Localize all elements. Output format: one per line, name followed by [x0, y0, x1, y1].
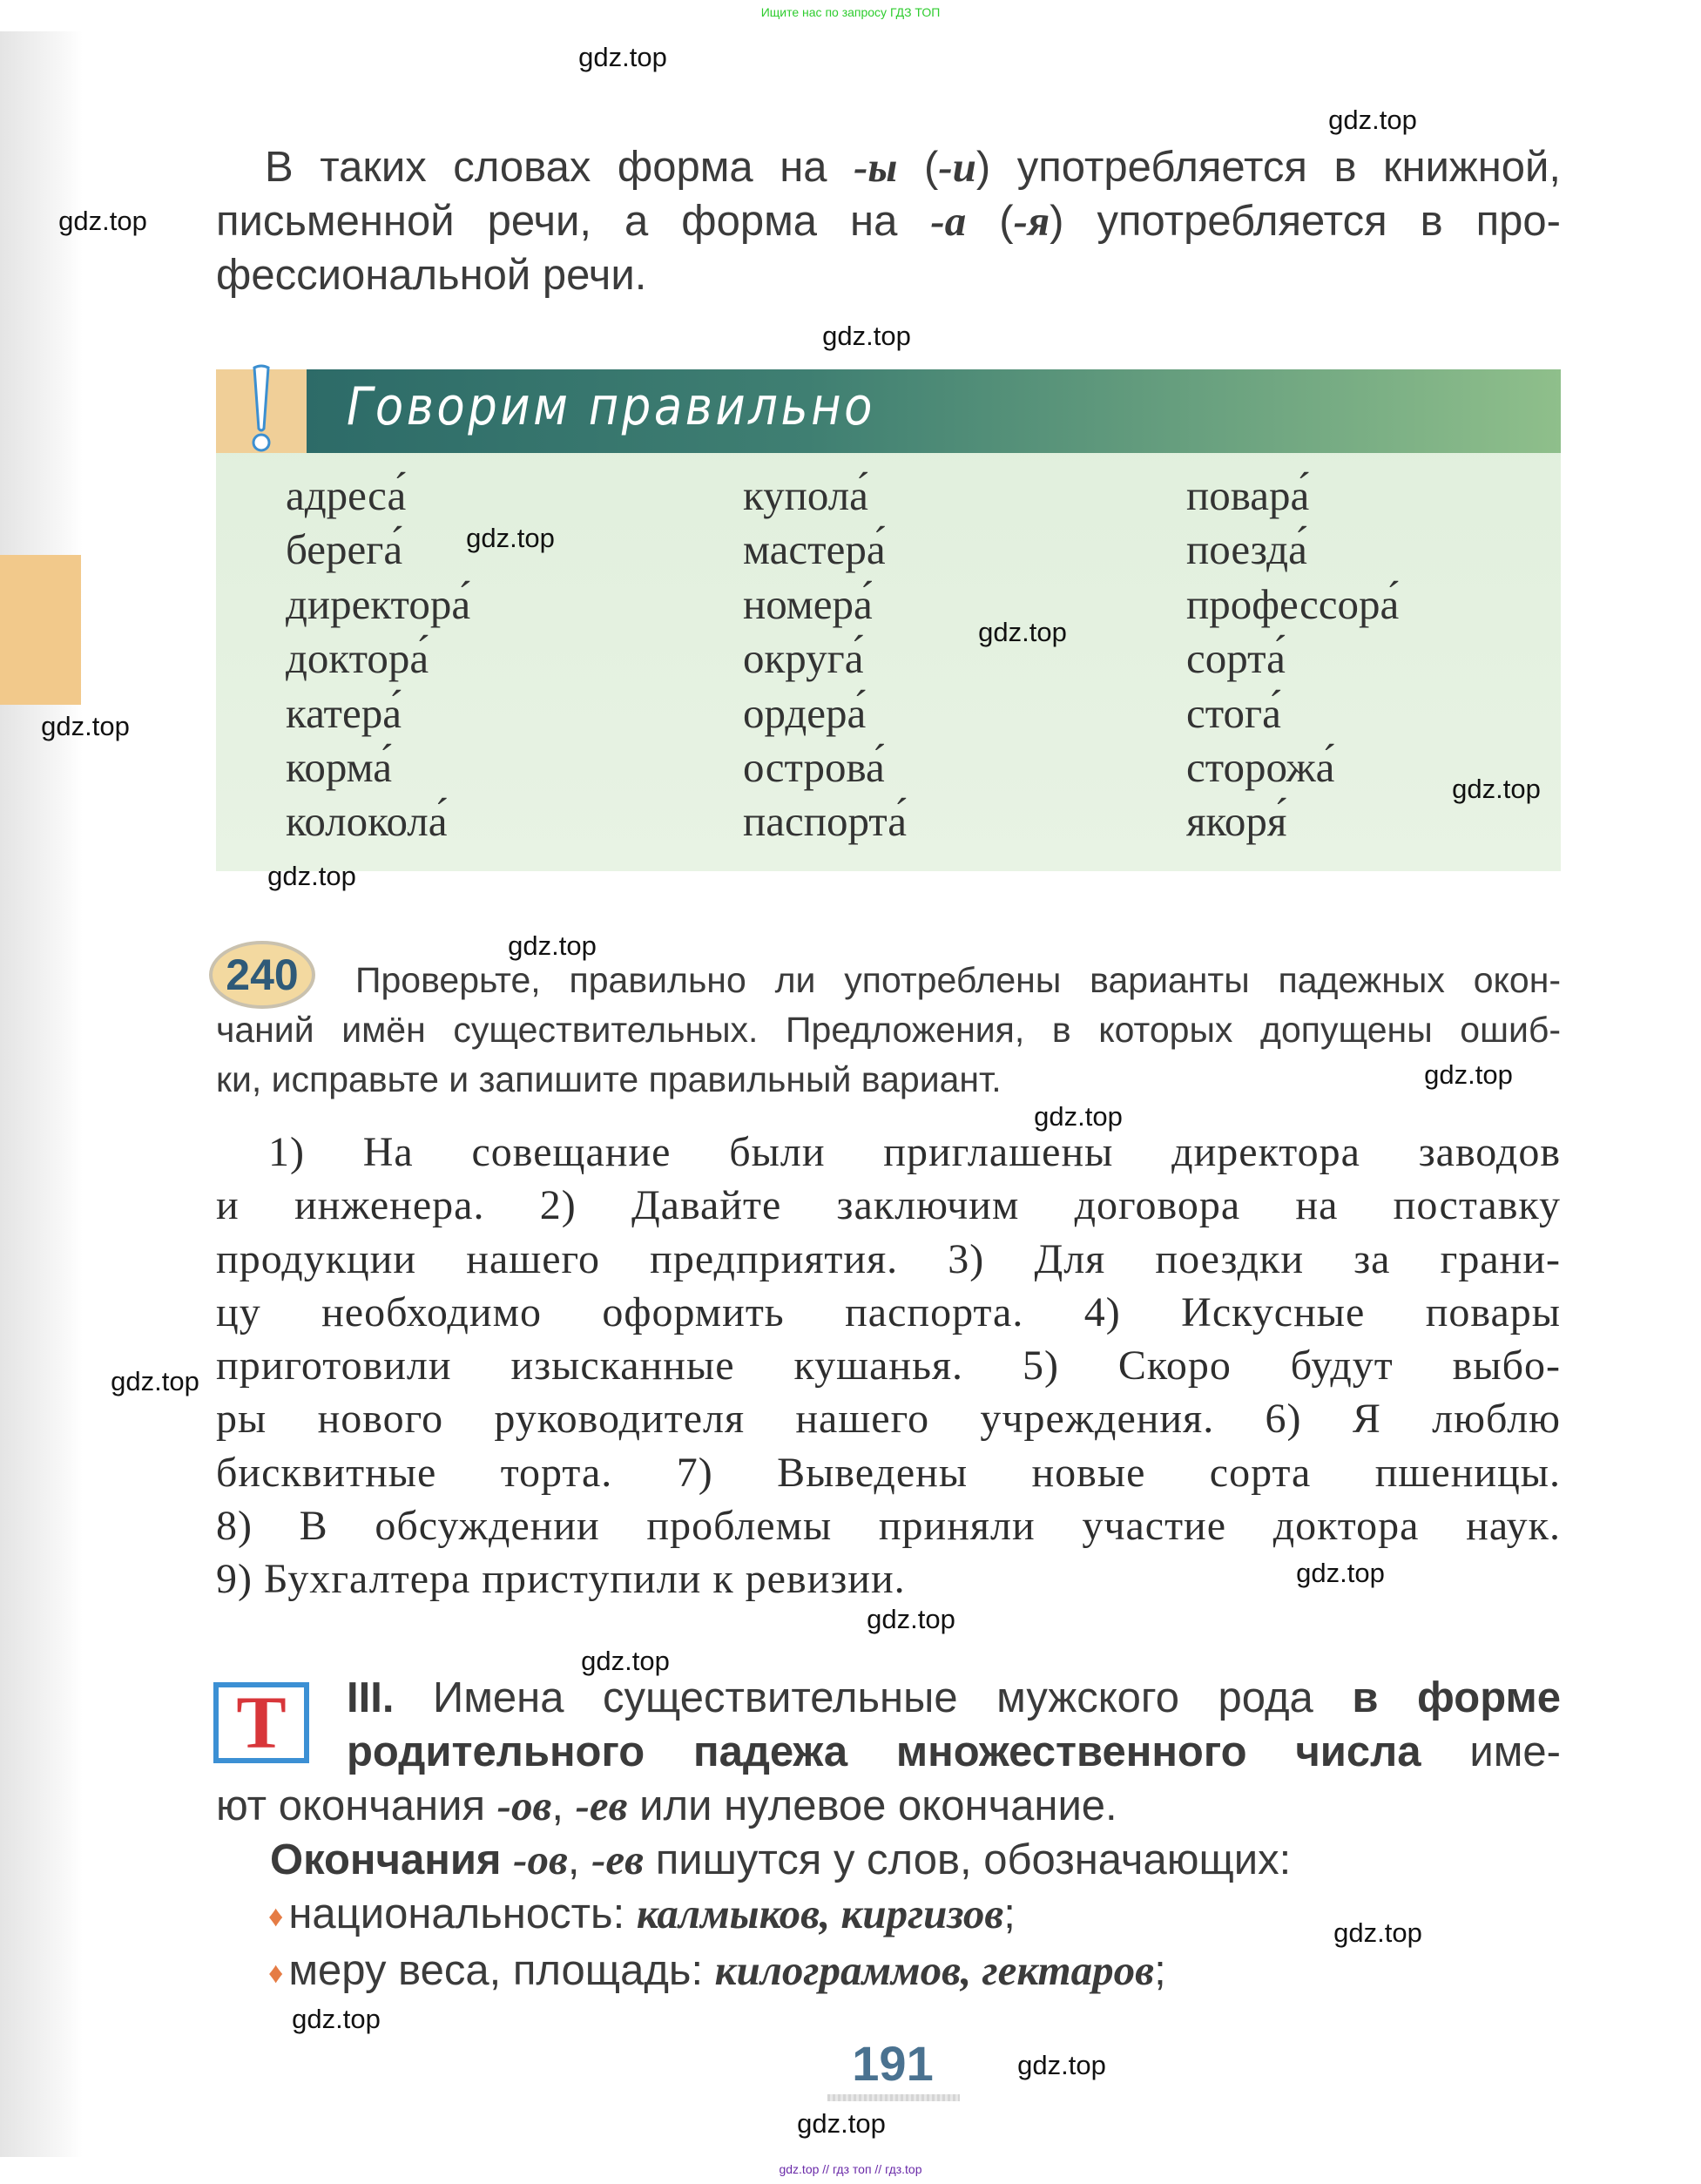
- text: Имена существительные мужского рода: [394, 1674, 1353, 1721]
- watermark: gdz.top: [867, 1604, 955, 1634]
- exercise-line: 9) Бухгалтера приступили к ревизии.: [216, 1556, 906, 1603]
- watermark: gdz.top: [1333, 1917, 1422, 1948]
- ending: -а: [930, 197, 967, 245]
- word-item: колокола́: [286, 797, 448, 846]
- theory-line: [216, 1671, 1561, 1725]
- watermark: gdz.top: [581, 1646, 670, 1676]
- word-item: купола́: [743, 471, 868, 519]
- word-item: катера́: [286, 688, 402, 737]
- exercise-number-badge: 240: [209, 941, 315, 1009]
- word-item: сорта́: [1186, 634, 1286, 683]
- word-item: корма́: [286, 743, 392, 791]
- exclamation-icon: [246, 364, 277, 455]
- word-item: повара́: [1186, 471, 1310, 519]
- word-item: ордера́: [743, 688, 867, 737]
- exercise-line: продукции нашего предприятия. 3) Для поездки за грани-: [216, 1235, 1561, 1282]
- text: ;: [1154, 1947, 1166, 1995]
- word-item: поезда́: [1186, 525, 1307, 574]
- bold-text: родительного падежа множественного числа: [347, 1728, 1421, 1775]
- word-item: паспорта́: [743, 797, 908, 846]
- bullet-item: [216, 1944, 1561, 2000]
- text: или нулевое окончание.: [627, 1782, 1117, 1829]
- text: меру веса, площадь:: [288, 1947, 715, 1995]
- text: пишутся у слов, обозначающих:: [644, 1836, 1292, 1883]
- exercise-text: [216, 1126, 1561, 1606]
- ending: -ов: [513, 1836, 568, 1883]
- page-number-underline: [827, 2094, 960, 2101]
- word-item: острова́: [743, 743, 885, 791]
- intro-line: [216, 194, 1561, 248]
- box-title: Говорим правильно: [347, 376, 875, 437]
- exercise-line: цу необходимо оформить паспорта. 4) Искусные повары: [216, 1288, 1561, 1335]
- section-numeral: III.: [347, 1674, 395, 1721]
- exercise-line: 8) В обсуждении проблемы приняли участие доктора наук.: [216, 1503, 1561, 1550]
- exercise-line: 1) На совещание были приглашены директора заводов: [268, 1129, 1561, 1175]
- text: (: [966, 198, 1014, 245]
- diamond-bullet-icon: ♦: [268, 1957, 284, 1991]
- ending: -ов: [496, 1782, 552, 1829]
- text: ,: [551, 1782, 576, 1829]
- task-line: Проверьте, правильно ли употреблены варианты падежных окон-: [355, 960, 1561, 1000]
- word-item: номера́: [743, 579, 873, 628]
- text: ;: [1003, 1890, 1016, 1937]
- word-item: директора́: [286, 579, 471, 628]
- theory-line: [216, 1833, 1561, 1887]
- text: письменной речи, а форма на: [216, 198, 931, 245]
- ending: -и: [938, 143, 976, 191]
- text: ) употребляется в книжной,: [975, 144, 1561, 191]
- text: национальность:: [288, 1890, 637, 1937]
- watermark: gdz.top: [58, 206, 147, 236]
- word-item: берега́: [286, 525, 403, 574]
- intro-paragraph: [216, 140, 1561, 302]
- examples: килограммов, гектаров: [714, 1946, 1155, 1995]
- exercise-line: и инженера. 2) Давайте заключим договора на поставку: [216, 1182, 1561, 1229]
- intro-line: [216, 140, 1561, 194]
- exercise-line: бисквитные торта. 7) Выведены новые сорта пшеницы.: [216, 1449, 1561, 1496]
- ending: -я: [1013, 197, 1050, 245]
- theory-line: [216, 1779, 1561, 1833]
- exercise-task: [216, 956, 1561, 1105]
- watermark: gdz.top: [1296, 1558, 1385, 1588]
- watermark: gdz.top: [1452, 774, 1541, 804]
- ending: -ев: [575, 1782, 628, 1829]
- task-line: чаний имён существительных. Предложения, в которых допущены ошиб-: [216, 1010, 1561, 1050]
- text: ,: [567, 1836, 592, 1883]
- bottom-note: gdz.top // гдз топ // гдз.top: [779, 2162, 922, 2176]
- ending: -ев: [591, 1836, 645, 1883]
- theory-line: [216, 1725, 1561, 1779]
- watermark: gdz.top: [1424, 1059, 1513, 1090]
- text: ) употребляется в про-: [1050, 198, 1562, 245]
- word-item: адреса́: [286, 471, 407, 519]
- theory-text: [216, 1671, 1561, 2000]
- watermark: gdz.top: [822, 321, 911, 351]
- word-item: округа́: [743, 634, 864, 683]
- text: (: [897, 144, 939, 191]
- watermark: gdz.top: [267, 861, 356, 891]
- watermark: gdz.top: [111, 1366, 199, 1396]
- bold-text: в форме: [1352, 1674, 1561, 1721]
- task-line: ки, исправьте и запишите правильный вариант.: [216, 1059, 1002, 1099]
- top-search-note: Ищите нас по запросу ГДЗ ТОП: [760, 5, 941, 19]
- word-item: стога́: [1186, 688, 1281, 737]
- page-edge-tab: [0, 555, 81, 705]
- text: име-: [1421, 1728, 1561, 1775]
- watermark: gdz.top: [1034, 1101, 1123, 1132]
- bold-text: Окончания: [270, 1836, 514, 1883]
- word-item: доктора́: [286, 634, 429, 683]
- watermark: gdz.top: [578, 42, 667, 72]
- intro-line: фессиональной речи.: [216, 252, 647, 299]
- theory-icon: Т: [213, 1682, 309, 1763]
- diamond-bullet-icon: ♦: [268, 1900, 284, 1934]
- watermark: gdz.top: [41, 711, 130, 741]
- exercise-line: ры нового руководителя нашего учреждения. 6) Я люблю: [216, 1396, 1561, 1443]
- watermark: gdz.top: [797, 2108, 886, 2139]
- word-item: мастера́: [743, 525, 886, 574]
- page-gutter: [0, 31, 83, 2157]
- word-item: якоря́: [1186, 797, 1287, 846]
- ending: -ы: [854, 143, 898, 191]
- watermark: gdz.top: [508, 930, 597, 961]
- text: В таких словах форма на: [265, 144, 854, 191]
- examples: калмыков, киргизов: [636, 1890, 1004, 1937]
- watermark: gdz.top: [1328, 105, 1417, 135]
- word-item: профессора́: [1186, 579, 1400, 628]
- watermark: gdz.top: [1017, 2050, 1106, 2080]
- watermark: gdz.top: [466, 523, 555, 553]
- watermark: gdz.top: [978, 617, 1067, 647]
- exercise-line: приготовили изысканные кушанья. 5) Скоро будут выбо-: [216, 1342, 1561, 1390]
- text: ют окончания: [216, 1782, 497, 1829]
- page-number: 191: [852, 2036, 934, 2091]
- word-item: сторожа́: [1186, 743, 1335, 791]
- watermark: gdz.top: [292, 2004, 381, 2034]
